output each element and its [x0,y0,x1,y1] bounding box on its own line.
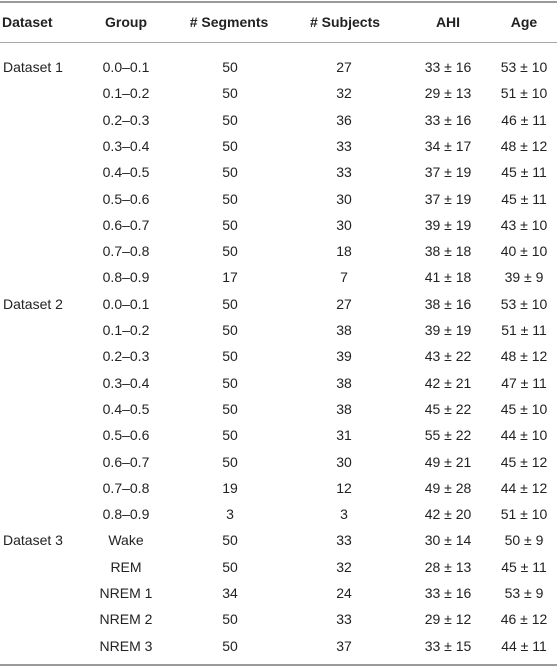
cell-group: 0.6–0.7 [102,453,150,470]
cell-segments: 50 [222,348,238,365]
cell-segments: 50 [222,427,238,444]
cell-ahi: 29 ± 12 [424,611,472,628]
cell-ahi: 55 ± 22 [424,427,472,444]
cell-segments: 50 [222,243,238,260]
cell-age: 48 ± 12 [500,137,548,154]
cell-group: 0.8–0.9 [102,269,150,286]
cell-group: 0.7–0.8 [102,243,150,260]
cell-group: 0.4–0.5 [102,164,150,181]
cell-group: 0.3–0.4 [102,137,150,154]
cell-subjects: 39 [336,348,352,365]
cell-group: 0.3–0.4 [102,374,150,391]
cell-segments: 50 [222,532,238,549]
cell-segments: 50 [222,295,238,312]
table-row [0,239,557,264]
header-group: Group [105,14,147,30]
cell-subjects: 38 [336,374,352,391]
cell-segments: 17 [222,269,238,286]
cell-subjects: 7 [340,269,348,286]
cell-age: 45 ± 10 [500,400,548,417]
cell-subjects: 33 [336,164,352,181]
table-row [0,213,557,238]
cell-group: 0.7–0.8 [102,479,150,496]
cell-age: 48 ± 12 [500,348,548,365]
cell-segments: 50 [222,137,238,154]
cell-segments: 19 [222,479,238,496]
cell-ahi: 37 ± 19 [424,164,472,181]
cell-subjects: 38 [336,322,352,338]
table-row [0,528,557,553]
cell-age: 51 ± 10 [500,85,548,102]
table-row [0,423,557,448]
cell-age: 40 ± 10 [500,243,548,260]
cell-ahi: 33 ± 16 [424,59,472,75]
cell-age: 44 ± 12 [500,479,548,496]
table-row [0,81,557,106]
cell-ahi: 33 ± 15 [424,637,472,654]
cell-ahi: 39 ± 19 [424,216,472,233]
cell-segments: 50 [222,85,238,102]
cell-ahi: 38 ± 18 [424,243,472,260]
table-row [0,634,557,659]
cell-ahi: 42 ± 20 [424,506,472,523]
table-row [0,397,557,422]
header-age: Age [510,14,538,30]
cell-segments: 50 [222,558,238,575]
cell-age: 51 ± 10 [500,506,548,523]
cell-group: Wake [108,532,144,549]
cell-ahi: 45 ± 22 [424,400,472,417]
cell-subjects: 27 [336,295,352,312]
cell-subjects: 33 [336,532,352,549]
cell-group: 0.0–0.1 [102,59,150,75]
table-row [0,292,557,317]
cell-group: NREM 2 [99,611,153,628]
cell-subjects: 33 [336,611,352,628]
table-row [0,55,557,80]
table-top-rule [0,1,557,3]
table-row [0,318,557,343]
cell-ahi: 38 ± 16 [424,295,472,312]
header-ahi: AHI [435,14,461,30]
cell-group: 0.5–0.6 [102,190,150,207]
cell-subjects: 12 [336,479,352,496]
table-row [0,134,557,159]
cell-age: 46 ± 12 [500,611,548,628]
table-header-rule [0,42,557,43]
table-header-row [0,8,557,36]
cell-age: 39 ± 9 [504,269,544,286]
table-row [0,502,557,527]
cell-segments: 50 [222,111,238,128]
cell-subjects: 24 [336,585,352,601]
cell-age: 47 ± 11 [501,374,547,391]
table-row [0,344,557,369]
cell-group: 0.4–0.5 [102,400,150,417]
cell-ahi: 30 ± 14 [424,532,472,549]
cell-group: NREM 1 [99,585,153,601]
table-row [0,607,557,632]
table-row [0,581,557,606]
cell-dataset: Dataset 3 [3,532,63,549]
cell-age: 45 ± 11 [501,164,547,181]
cell-subjects: 31 [336,427,352,444]
cell-segments: 50 [222,400,238,417]
cell-ahi: 28 ± 13 [424,558,472,575]
cell-subjects: 37 [336,637,352,654]
cell-segments: 50 [222,164,238,181]
cell-dataset: Dataset 2 [3,295,63,312]
cell-subjects: 30 [336,216,352,233]
table-row [0,160,557,185]
cell-subjects: 27 [336,59,352,75]
cell-segments: 50 [222,453,238,470]
cell-age: 45 ± 11 [501,190,547,207]
table-row [0,555,557,580]
cell-ahi: 41 ± 18 [424,269,472,286]
cell-subjects: 36 [336,111,352,128]
cell-age: 53 ± 10 [500,59,548,75]
cell-group: 0.2–0.3 [102,111,150,128]
cell-segments: 50 [222,59,238,75]
cell-age: 46 ± 11 [501,111,547,128]
table-row [0,265,557,290]
cell-group: 0.2–0.3 [102,348,150,365]
cell-age: 45 ± 12 [500,453,548,470]
cell-subjects: 3 [340,506,348,523]
cell-group: 0.8–0.9 [102,506,150,523]
cell-ahi: 33 ± 16 [424,585,472,601]
table-row [0,187,557,212]
cell-segments: 50 [222,611,238,628]
cell-dataset: Dataset 1 [3,59,63,75]
cell-group: 0.5–0.6 [102,427,150,444]
cell-ahi: 37 ± 19 [424,190,472,207]
cell-age: 51 ± 11 [501,322,547,338]
table-row [0,371,557,396]
cell-segments: 3 [226,506,234,523]
cell-ahi: 49 ± 28 [424,479,472,496]
cell-age: 43 ± 10 [500,216,548,233]
cell-ahi: 33 ± 16 [424,111,472,128]
cell-ahi: 34 ± 17 [424,137,472,154]
table-row [0,476,557,501]
cell-subjects: 38 [336,400,352,417]
cell-segments: 50 [222,190,238,207]
cell-segments: 50 [222,374,238,391]
cell-subjects: 30 [336,190,352,207]
cell-ahi: 39 ± 19 [424,322,472,338]
cell-age: 44 ± 10 [500,427,548,444]
cell-age: 53 ± 10 [500,295,548,312]
cell-subjects: 18 [336,243,352,260]
cell-segments: 34 [222,585,238,601]
cell-subjects: 32 [336,558,352,575]
cell-segments: 50 [222,637,238,654]
header-segments: # Segments [189,14,269,30]
cell-group: 0.6–0.7 [102,216,150,233]
cell-age: 44 ± 11 [501,637,547,654]
cell-subjects: 32 [336,85,352,102]
cell-ahi: 29 ± 13 [424,85,472,102]
cell-ahi: 49 ± 21 [424,453,472,470]
cell-group: 0.0–0.1 [102,295,150,312]
cell-ahi: 43 ± 22 [424,348,472,365]
cell-age: 45 ± 11 [501,558,547,575]
cell-group: 0.1–0.2 [102,85,150,102]
header-subjects: # Subjects [309,14,381,30]
header-dataset: Dataset [2,14,53,30]
cell-subjects: 30 [336,453,352,470]
cell-segments: 50 [222,216,238,233]
cell-ahi: 42 ± 21 [424,374,472,391]
table-row [0,450,557,475]
cell-group: 0.1–0.2 [102,322,150,338]
cell-subjects: 33 [336,137,352,154]
table-bottom-rule [0,664,557,666]
cell-segments: 50 [222,322,238,338]
cell-age: 53 ± 9 [504,585,544,601]
cell-group: NREM 3 [99,637,153,654]
cell-group: REM [110,558,142,575]
table-row [0,108,557,133]
cell-age: 50 ± 9 [504,532,544,549]
